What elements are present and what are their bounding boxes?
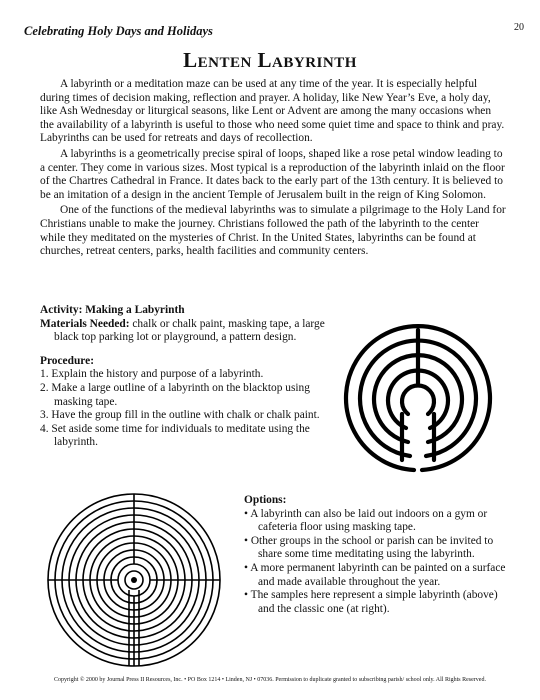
activity-heading: Activity: Making a Labyrinth	[40, 304, 185, 316]
copyright-footer: Copyright © 2000 by Journal Press II Resources, Inc. • PO Box 1214 • Linden, NJ • 07036. Permission to duplicate granted to subscribing parish/ school only. All Rights Reserved.	[54, 677, 486, 683]
materials-text: chalk or chalk paint, masking tape, a large black top parking lot or playground, a pattern design.	[54, 317, 325, 344]
chartres-labyrinth-image	[44, 490, 224, 670]
paragraph: One of the functions of the medieval labyrinths was to simulate a pilgrimage to the Holy Land for Christians unable to make the journey. Christians followed the path of the labyrinth to the center while they meditated on the mysteries of Christ. In the United States, labyrinths can be found at churches, retreat centers, parks, health facilities and community centers.	[40, 204, 506, 258]
materials-label: Materials Needed:	[40, 317, 130, 330]
option-item: • A more permanent labyrinth can be painted on a surface and made available throughout the year.	[244, 561, 506, 588]
option-item: • Other groups in the school or parish can be invited to share some time meditating using the labyrinth.	[244, 534, 494, 561]
options-heading: Options:	[244, 494, 287, 506]
procedure-step: 3. Have the group fill in the outline with chalk or chalk paint.	[40, 409, 320, 422]
running-header: Celebrating Holy Days and Holidays	[24, 24, 213, 38]
procedure-heading: Procedure:	[40, 354, 94, 367]
procedure-step: 1. Explain the history and purpose of a labyrinth.	[40, 368, 264, 381]
paragraph: A labyrinth or a meditation maze can be used at any time of the year. It is especially helpful during times of decision making, reflection and prayer. A holiday, like New Year’s Eve, a holy day, like Ash Wednesday or liturgical seasons, like Lent or Advent are among the many occasions when the availability of a labyrinth is useful to those who need some quiet time and space to think and pray. Labyrinths can be used for retreats and days of recollection.	[40, 78, 505, 145]
option-item: • A labyrinth can also be laid out indoors on a gym or cafeteria floor using masking tape.	[244, 507, 488, 534]
page-number: 20	[514, 22, 524, 33]
intro-text	[40, 78, 506, 261]
page-title: Lenten Labyrinth	[183, 48, 357, 72]
procedure-step: 2. Make a large outline of a labyrinth on the blacktop using masking tape.	[40, 381, 310, 408]
materials	[40, 318, 325, 345]
procedure-list	[40, 368, 325, 450]
activity-section	[40, 304, 325, 450]
options-list	[244, 508, 514, 617]
paragraph: A labyrinths is a geometrically precise spiral of loops, shaped like a rose petal window leading to a center. They come in various sizes. Most typical is a reproduction of the labyrinth inlaid on the floor of the Chartres Cathedral in France. It dates back to the early part of the 13th century. It is believed to be an imitation of a design in the ancient Temple of Jerusalem built in the reign of King Solomon.	[40, 147, 505, 201]
procedure-step: 4. Set aside some time for individuals to meditate using the labyrinth.	[40, 422, 310, 449]
simple-labyrinth-image	[338, 320, 498, 480]
options-section	[244, 494, 514, 616]
option-item: • The samples here represent a simple labyrinth (above) and the classic one (at right).	[244, 589, 498, 615]
